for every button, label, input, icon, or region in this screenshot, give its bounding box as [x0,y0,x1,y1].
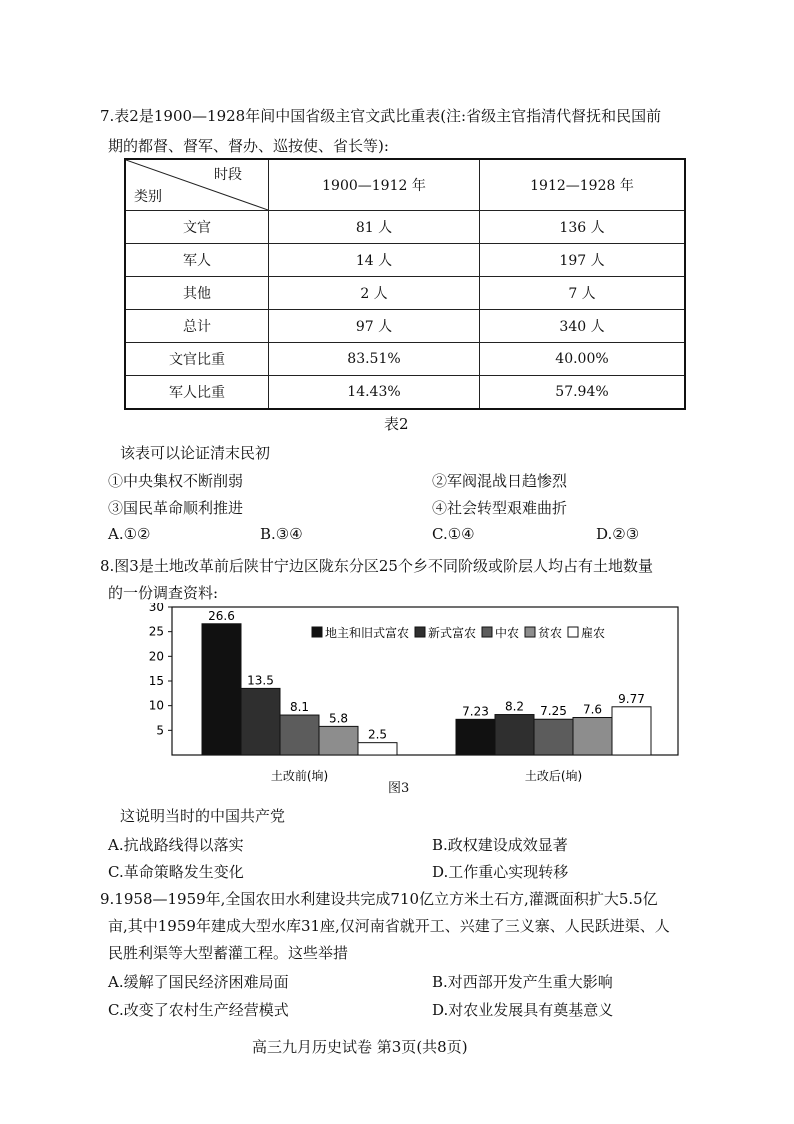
page-footer: 高三九月历史试卷 第3页(共8页) [252,1038,468,1056]
bar [319,726,358,755]
table-header-category: 类别 [134,189,162,205]
x-category-label: 土改后(垧) [524,769,583,783]
data-label: 7.25 [540,704,567,719]
data-label: 2.5 [367,727,388,742]
bar [534,719,573,755]
q8-option-d[interactable]: D.工作重心实现转移 [432,863,569,881]
row-value-1912-1928: 40.00% [480,343,686,376]
bar [456,719,495,755]
table-row [125,277,685,310]
y-tick-label: 25 [148,624,164,639]
y-tick-label: 30 [148,603,164,614]
data-label: 5.8 [328,711,349,726]
legend-swatch [312,627,322,637]
data-label: 8.2 [504,699,525,714]
q7-text-line1: 7.表2是1900—1928年间中国省级主官文武比重表(注:省级主官指清代督抚和民国前 [100,107,662,125]
q9-option-c[interactable]: C.改变了农村生产经营模式 [108,1001,289,1019]
q8-stem: 这说明当时的中国共产党 [120,807,286,825]
row-value-1912-1928: 57.94% [480,376,686,410]
row-value-1900-1912: 2 人 [269,277,480,310]
q7-stem: 该表可以论证清末民初 [120,444,271,462]
q7-statement-3: ③国民革命顺利推进 [108,499,244,517]
figure-caption: 图3 [388,781,410,796]
table-row [125,343,685,376]
q9-option-b[interactable]: B.对西部开发产生重大影响 [432,973,613,991]
q8-option-c[interactable]: C.革命策略发生变化 [108,863,244,881]
legend-swatch [525,627,535,637]
row-value-1912-1928: 136 人 [480,211,686,244]
legend-swatch [568,627,578,637]
q9-text-line3: 民胜利渠等大型蓄灌工程。这些举措 [108,944,349,962]
q7-option-a[interactable]: A.①② [108,525,151,543]
q7-option-d[interactable]: D.②③ [596,525,640,543]
table-header-col1: 1900—1912 年 [269,159,480,211]
bar [495,715,534,755]
bar [280,715,319,755]
legend-label: 新式富农 [428,626,477,640]
bar [612,707,651,755]
q9-option-d[interactable]: D.对农业发展具有奠基意义 [432,1001,614,1019]
row-label: 其他 [125,277,269,310]
bar [202,624,241,755]
row-label: 文官 [125,211,269,244]
data-label: 9.77 [618,691,645,706]
row-value-1900-1912: 97 人 [269,310,480,343]
data-label: 13.5 [247,673,274,688]
legend-label: 雇农 [581,626,606,640]
row-value-1912-1928: 340 人 [480,310,686,343]
row-value-1900-1912: 14.43% [269,376,480,410]
legend-label: 中农 [495,626,520,640]
legend-label: 贫农 [538,626,563,640]
table-row [125,310,685,343]
table-row [125,244,685,277]
table-header-col2: 1912—1928 年 [480,159,686,211]
q7-text-line2: 期的都督、督军、督办、巡按使、省长等): [108,137,389,155]
legend-label: 地主和旧式富农 [325,626,410,640]
q9-option-a[interactable]: A.缓解了国民经济困难局面 [108,973,289,991]
row-value-1912-1928: 197 人 [480,244,686,277]
q8-text-line2: 的一份调查资料: [108,584,219,602]
q9-text-line2: 亩,其中1959年建成大型水库31座,仅河南省就开工、兴建了三义寨、人民跃进渠、人 [108,917,670,935]
row-value-1912-1928: 7 人 [480,277,686,310]
row-value-1900-1912: 14 人 [269,244,480,277]
q7-option-c[interactable]: C.①④ [432,525,475,543]
table-2 [124,158,686,410]
q7-statement-1: ①中央集权不断削弱 [108,472,244,490]
row-label: 文官比重 [125,343,269,376]
q7-statement-4: ④社会转型艰难曲折 [432,499,568,517]
x-category-label: 土改前(垧) [270,769,329,783]
table-row [125,211,685,244]
y-tick-label: 5 [156,723,164,738]
table-caption: 表2 [384,415,409,433]
q7-statement-2: ②军阀混战日趋惨烈 [432,472,568,490]
y-tick-label: 20 [148,649,164,664]
q7-option-b[interactable]: B.③④ [260,525,303,543]
table-header-period: 时段 [214,167,242,183]
bar [358,743,397,755]
table-header-diagonal-cell [125,159,269,211]
legend-swatch [415,627,425,637]
q8-text-line1: 8.图3是土地改革前后陕甘宁边区陇东分区25个乡不同阶级或阶层人均占有土地数量 [100,557,653,575]
row-label: 军人比重 [125,376,269,410]
bar-chart [110,603,690,803]
data-label: 8.1 [289,700,310,715]
legend-swatch [482,627,492,637]
q8-option-b[interactable]: B.政权建设成效显著 [432,836,568,854]
table-row [125,376,685,410]
data-label: 26.6 [208,608,235,623]
q9-text-line1: 9.1958—1959年,全国农田水利建设共完成710亿立方米土石方,灌溉面积扩大5.5亿 [100,890,658,908]
y-tick-label: 15 [148,674,164,688]
row-value-1900-1912: 83.51% [269,343,480,376]
data-label: 7.23 [462,704,489,719]
y-tick-label: 10 [148,698,164,713]
q8-option-a[interactable]: A.抗战路线得以落实 [108,836,244,854]
bar [573,718,612,755]
data-label: 7.6 [582,702,603,717]
bar [241,688,280,755]
row-label: 军人 [125,244,269,277]
row-value-1900-1912: 81 人 [269,211,480,244]
row-label: 总计 [125,310,269,343]
